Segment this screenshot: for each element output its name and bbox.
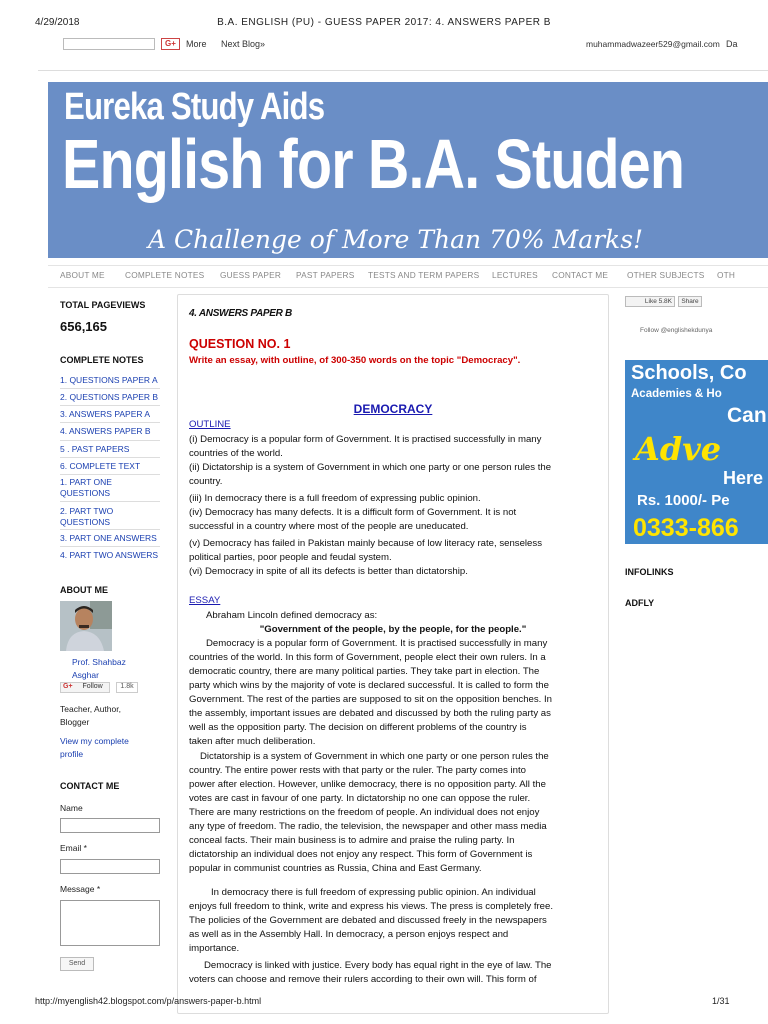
navbar-gplus-button[interactable]: G+ [161,38,180,50]
sidebar-item-part-one-answers[interactable] [60,530,160,547]
author-bio: Teacher, Author, Blogger [60,704,121,727]
outline-line: country. [189,476,223,487]
essay-line: Government. The rest of the parties are supposed to sit on the opposition benches. In [189,694,553,705]
page-tabs [0,270,768,282]
sidebar-item-label[interactable]: 1. PART ONE QUESTIONS [60,477,112,498]
tab-other-subjects[interactable]: OTHER SUBJECTS [627,270,705,280]
follow-button[interactable] [60,682,110,693]
outline-line: (iii) In democracy there is a full freedom of expressing public opinion. [189,493,481,504]
print-page-number: 1/31 [712,996,730,1006]
essay-line: popular in communist countries as Russia, China and East Germany. [189,863,482,874]
outline-line: (vi) Democracy in spite of all its defects is better than dictatorship. [189,566,468,577]
sidebar-item-part-two-questions[interactable] [60,502,160,530]
essay-line: Democracy is linked with justice. Every body has equal right in the eye of law. The [204,960,552,971]
tab-past-papers[interactable]: PAST PAPERS [296,270,355,280]
infolinks-title: INFOLINKS [625,567,674,577]
essay-line: democratic country, there are many political parties. They take part in election. The [189,666,540,677]
essay-line: any type of freedom. The radio, the television, the newspaper and other mass media [189,821,547,832]
essay-line: importance. [189,943,240,954]
tab-lectures[interactable]: LECTURES [492,270,538,280]
banner-tagline: A Challenge of More Than 70% Marks! [148,225,644,254]
essay-line: well as the opposition party. The decision on different problems of the country is [189,722,527,733]
tab-contact-me[interactable]: CONTACT ME [552,270,609,280]
about-me-title: ABOUT ME [60,585,108,595]
name-label: Name [60,803,83,813]
sidebar-item-complete-text[interactable] [60,458,160,475]
navbar-more-link[interactable]: More [186,39,207,49]
print-title: B.A. ENGLISH (PU) - GUESS PAPER 2017: 4. ANSWERS PAPER B [217,17,551,28]
tabs-bottom-border [48,287,768,288]
outline-line: (ii) Dictatorship is a system of Government in which one party or one person rules the [189,462,552,473]
essay-line: party which wins by the majority of vote is declared successful. It is called to form the [189,680,549,691]
navbar-user-email: muhammadwazeer529@gmail.com [586,39,720,49]
tab-other[interactable]: OTH [717,270,736,280]
print-url: http://myenglish42.blogspot.com/p/answers-paper-b.html [35,996,262,1006]
email-field[interactable] [60,859,160,874]
author-name-link[interactable]: Prof. Shahbaz Asghar [72,657,126,680]
facebook-share-button[interactable]: Share [678,296,702,307]
tabs-top-border [48,265,768,266]
adfly-title: ADFLY [625,598,655,608]
essay-line: votes are cast in favour of one party. In dictatorship no one can oppose the ruler. [189,793,531,804]
avatar-image-icon [60,601,112,651]
essay-line: The policies of the Government are debated and discussed freely in the newspapers [189,915,547,926]
sidebar-item-part-two-answers[interactable] [60,547,160,564]
lincoln-quote: "Government of the people, by the people, for the people." [259,624,527,635]
question-instruction: Write an essay, with outline, of 300-350 words on the topic "Democracy". [189,355,521,366]
sidebar-item-part-one-questions[interactable] [60,475,160,502]
ad-line: Rs. 1000/- Pe [637,492,730,509]
ad-line: Academies & Ho [631,388,722,400]
sidebar-item-answers-paper-a[interactable] [60,406,160,423]
sidebar-item-past-papers[interactable] [60,441,160,458]
outline-line: countries of the world. [189,448,283,459]
essay-line: dictatorship an individual does not enjoy any respect. This form of Government is [189,849,533,860]
outline-line: (iv) Democracy has many defects. It is a difficult form of Government. It is not [189,507,517,518]
sidebar-item-label[interactable]: 2. QUESTIONS PAPER B [60,392,159,402]
contact-me-title: CONTACT ME [60,781,120,791]
outline-line: successful in a country where most of the people are uneducated. [189,521,469,532]
navbar-next-blog-link[interactable]: Next Blog» [221,39,266,49]
outline-line: (i) Democracy is a popular form of Government. It is practised successfully in many [189,434,542,445]
essay-line: power after election. However, unlike democracy, there is no opposition party. All the [189,779,546,790]
ad-line: 0333-866 [633,514,739,542]
outline-heading: OUTLINE [189,419,231,430]
complete-notes-title: COMPLETE NOTES [60,355,144,365]
sidebar-item-label[interactable]: 4. ANSWERS PAPER B [60,426,151,436]
message-field[interactable] [60,900,160,946]
navbar-search-input[interactable] [63,38,155,50]
follow-label: Follow [82,683,103,690]
ad-line: Here [723,468,764,488]
banner-line-1: Eureka Study Aids [64,86,325,128]
ad-line: Adve [635,430,722,468]
essay-line: taken after much deliberation. [189,736,316,747]
sidebar-item-questions-paper-a[interactable] [60,372,160,389]
tab-complete-notes[interactable]: COMPLETE NOTES [125,270,205,280]
page-frame-top [38,70,768,71]
essay-line: country. The entire power rests with that party or the ruler. The party comes into [189,765,527,776]
outline-line: political parties, poor people and feudal system. [189,552,392,563]
facebook-like-button[interactable]: Like 5.8K [625,296,675,307]
essay-line: voters can choose and remove their rulers according to their own will. This form of [189,974,537,985]
sidebar-item-answers-paper-b[interactable] [60,423,160,441]
name-field[interactable] [60,818,160,833]
essay-line: Dictatorship is a system of Government in which one party or one person rules the [200,751,549,762]
sidebar-item-label[interactable]: 4. PART TWO ANSWERS [60,550,159,560]
advertisement-banner[interactable] [625,360,768,544]
outline-body [189,433,597,577]
sidebar-item-label[interactable]: 2. PART TWO QUESTIONS [60,506,114,527]
sidebar-item-label[interactable]: 3. PART ONE ANSWERS [60,533,157,543]
tab-guess-paper[interactable]: GUESS PAPER [220,270,282,280]
sidebar-item-label[interactable]: 3. ANSWERS PAPER A [60,409,151,419]
ad-line: Can [727,404,767,427]
essay-line: countries of the world. In this form of Government, people elect their own rulers. In a [189,652,546,663]
essay-line: the assembly, important issues are debated and discussed by both the ruling party as [189,708,551,719]
essay-body [189,637,597,997]
outline-line: (v) Democracy has failed in Pakistan mainly because of low literacy rate, senseless [189,538,542,549]
sidebar-item-label[interactable]: 1. QUESTIONS PAPER A [60,375,158,385]
view-profile-link[interactable]: View my complete profile [60,736,129,759]
post-title: 4. ANSWERS PAPER B [189,308,292,319]
tab-about-me[interactable]: ABOUT ME [60,270,105,280]
essay-topic: DEMOCRACY [353,402,433,416]
banner-line-2: English for B.A. Studen [62,125,685,203]
print-date: 4/29/2018 [35,17,80,28]
essay-line: In democracy there is full freedom of expressing public opinion. An individual [211,887,536,898]
gplus-icon: G+ [63,683,73,690]
tab-tests-term-papers[interactable]: TESTS AND TERM PAPERS [368,270,480,280]
essay-intro: Abraham Lincoln defined democracy as: [206,610,378,621]
essay-line: Democracy is a popular form of Government. It is practised successfully in many [206,638,548,649]
email-label: Email * [60,843,87,853]
ad-line: Schools, Co [631,362,747,384]
pageviews-count: 656,165 [60,319,107,334]
pageviews-title: TOTAL PAGEVIEWS [60,300,146,310]
author-avatar[interactable] [60,601,112,651]
navbar-dashboard-link[interactable]: Da [726,39,738,49]
essay-heading: ESSAY [189,595,221,606]
sidebar-item-label[interactable]: 5 . PAST PAPERS [60,444,130,454]
follow-count: 1.8k [116,682,138,693]
blog-header-banner[interactable] [48,82,768,258]
sidebar-item-questions-paper-b[interactable] [60,389,160,406]
twitter-follow-link[interactable]: Follow @englishekdunya [640,327,713,334]
essay-line: enjoys full freedom to think, write and express his views. The press is completely free. [189,901,554,912]
sidebar-item-label[interactable]: 6. COMPLETE TEXT [60,461,141,471]
send-button[interactable]: Send [60,957,94,971]
message-label: Message * [60,884,101,894]
essay-line: There are many restrictions on the freedom of people. An individual does not enjoy [189,807,540,818]
essay-line: conceal facts. Their main business is to admire and praise the ruling party. In [189,835,515,846]
question-heading: QUESTION NO. 1 [189,337,291,351]
essay-line: as well as in the Assembly Hall. In democracy, a person enjoys respect and [189,929,509,940]
